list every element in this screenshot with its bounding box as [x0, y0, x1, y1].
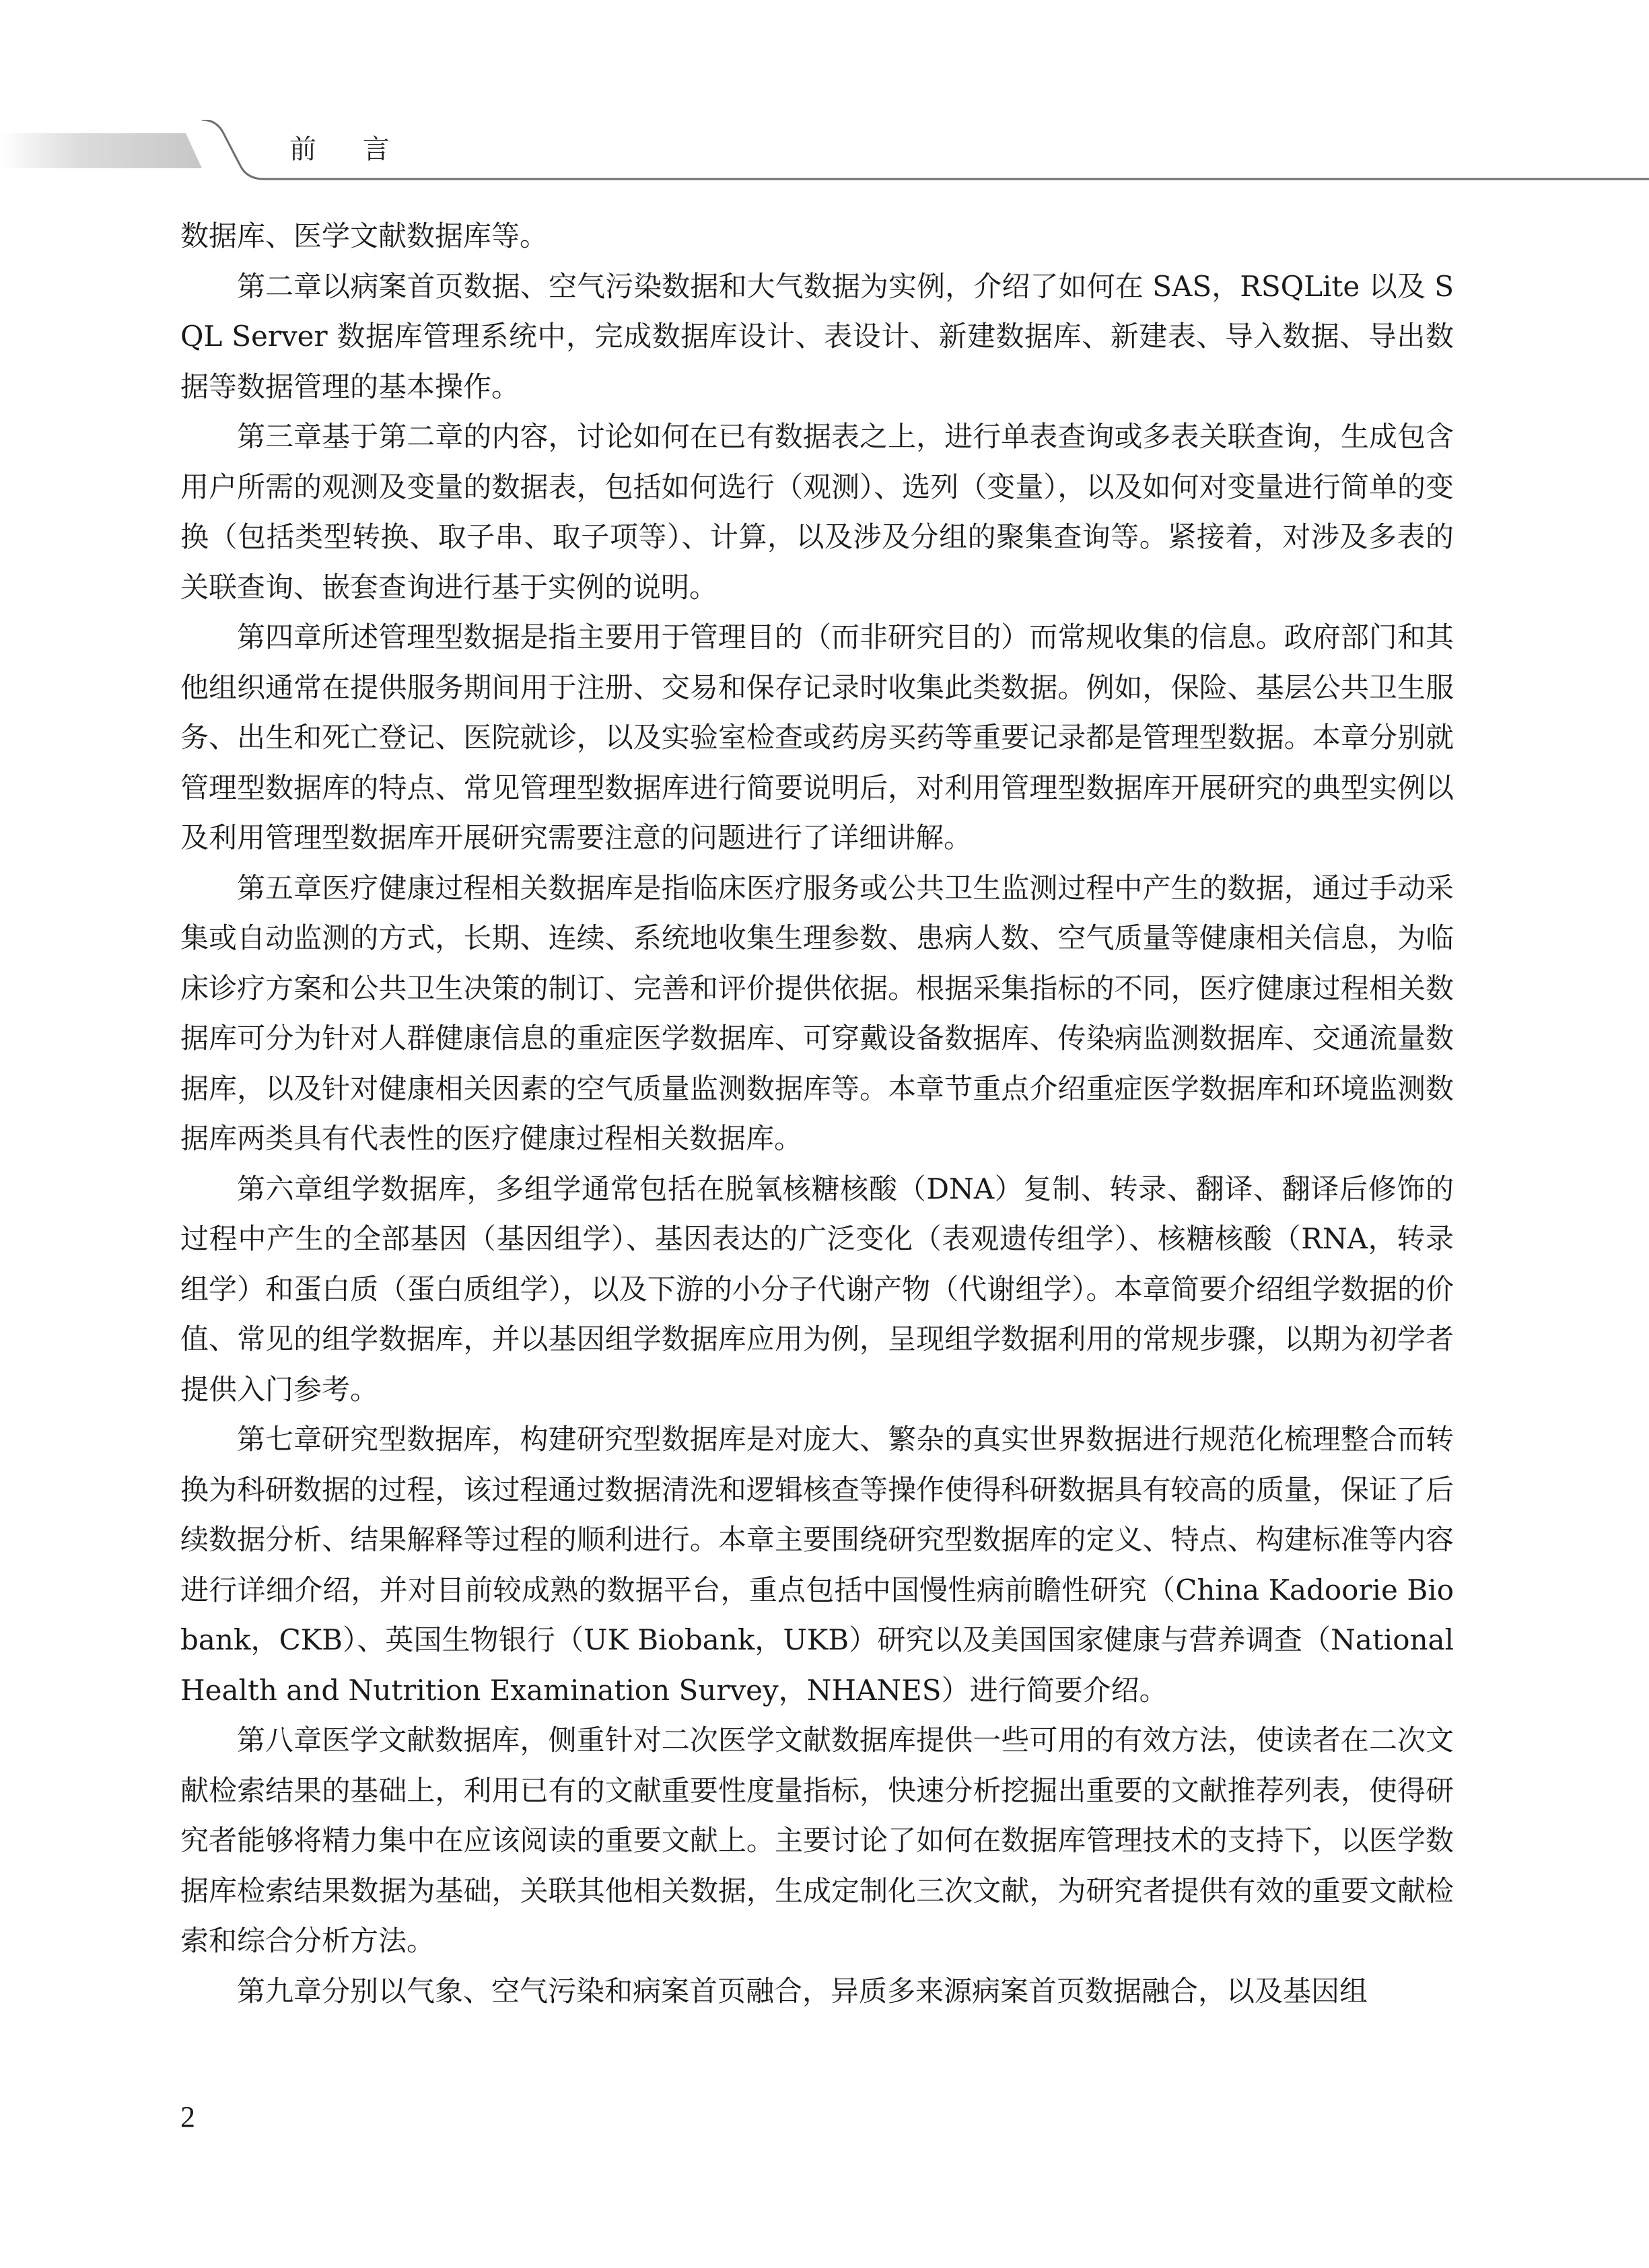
header-rule — [202, 120, 1649, 187]
page-number: 2 — [180, 2100, 195, 2133]
paragraph-chapter-2: 第二章以病案首页数据、空气污染数据和大气数据为实例，介绍了如何在 SAS，RSQLite 以及 SQL Server 数据库管理系统中，完成数据库设计、表设计、新建数据库、新建表、导入数据、导出数据等数据管理的基本操作。 — [180, 269, 1454, 403]
paragraph-chapter-8: 第八章医学文献数据库，侧重针对二次医学文献数据库提供一些可用的有效方法，使读者在二次文献检索结果的基础上，利用已有的文献重要性度量指标，快速分析挖掘出重要的文献推荐列表，使得研究者能够将精力集中在应该阅读的重要文献上。主要讨论了如何在数据库管理技术的支持下，以医学数据库检索结果数据为基础，关联其他相关数据，生成定制化三次文献，为研究者提供有效的重要文献检索和综合分析方法。 — [180, 1724, 1454, 1957]
header-tab-shape — [0, 133, 202, 168]
paragraph-chapter-7: 第七章研究型数据库，构建研究型数据库是对庞大、繁杂的真实世界数据进行规范化梳理整合而转换为科研数据的过程，该过程通过数据清洗和逻辑核查等操作使得科研数据具有较高的质量，保证了后续数据分析、结果解释等过程的顺利进行。本章主要围绕研究型数据库的定义、特点、构建标准等内容进行详细介绍，并对目前较成熟的数据平台，重点包括中国慢性病前瞻性研究（China Kadoorie Biobank，CKB）、英国生物银行（UK Biobank，UKB）研究以及美国国家健康与营养调查（National Health and Nutrition Examination Survey，NHANES）进行简要介绍。 — [180, 1423, 1454, 1707]
paragraph-continued: 数据库、医学文献数据库等。 — [180, 219, 549, 252]
body-text — [180, 211, 1454, 2016]
paragraph-chapter-6: 第六章组学数据库，多组学通常包括在脱氧核糖核酸（DNA）复制、转录、翻译、翻译后修饰的过程中产生的全部基因（基因组学）、基因表达的广泛变化（表观遗传组学）、核糖核酸（RNA，转录组学）和蛋白质（蛋白质组学），以及下游的小分子代谢产物（代谢组学）。本章简要介绍组学数据的价值、常见的组学数据库，并以基因组学数据库应用为例，呈现组学数据利用的常规步骤，以期为初学者提供入门参考。 — [180, 1172, 1454, 1406]
paragraph-chapter-9: 第九章分别以气象、空气污染和病案首页融合，异质多来源病案首页数据融合，以及基因组 — [237, 1974, 1368, 2008]
paragraph-chapter-4: 第四章所述管理型数据是指主要用于管理目的（而非研究目的）而常规收集的信息。政府部门和其他组织通常在提供服务期间用于注册、交易和保存记录时收集此类数据。例如，保险、基层公共卫生服务、出生和死亡登记、医院就诊，以及实验室检查或药房买药等重要记录都是管理型数据。本章分别就管理型数据库的特点、常见管理型数据库进行简要说明后，对利用管理型数据库开展研究的典型实例以及利用管理型数据库开展研究需要注意的问题进行了详细讲解。 — [180, 621, 1454, 854]
paragraph-chapter-3: 第三章基于第二章的内容，讨论如何在已有数据表之上，进行单表查询或多表关联查询，生成包含用户所需的观测及变量的数据表，包括如何选行（观测）、选列（变量），以及如何对变量进行简单的变换（包括类型转换、取子串、取子项等）、计算，以及涉及分组的聚集查询等。紧接着，对涉及多表的关联查询、嵌套查询进行基于实例的说明。 — [180, 420, 1454, 604]
running-header — [0, 113, 1649, 187]
header-title: 前 言 — [289, 134, 409, 165]
paragraph-chapter-5: 第五章医疗健康过程相关数据库是指临床医疗服务或公共卫生监测过程中产生的数据，通过手动采集或自动监测的方式，长期、连续、系统地收集生理参数、患病人数、空气质量等健康相关信息，为临床诊疗方案和公共卫生决策的制订、完善和评价提供依据。根据采集指标的不同，医疗健康过程相关数据库可分为针对人群健康信息的重症医学数据库、可穿戴设备数据库、传染病监测数据库、交通流量数据库，以及针对健康相关因素的空气质量监测数据库等。本章节重点介绍重症医学数据库和环境监测数据库两类具有代表性的医疗健康过程相关数据库。 — [180, 871, 1454, 1155]
